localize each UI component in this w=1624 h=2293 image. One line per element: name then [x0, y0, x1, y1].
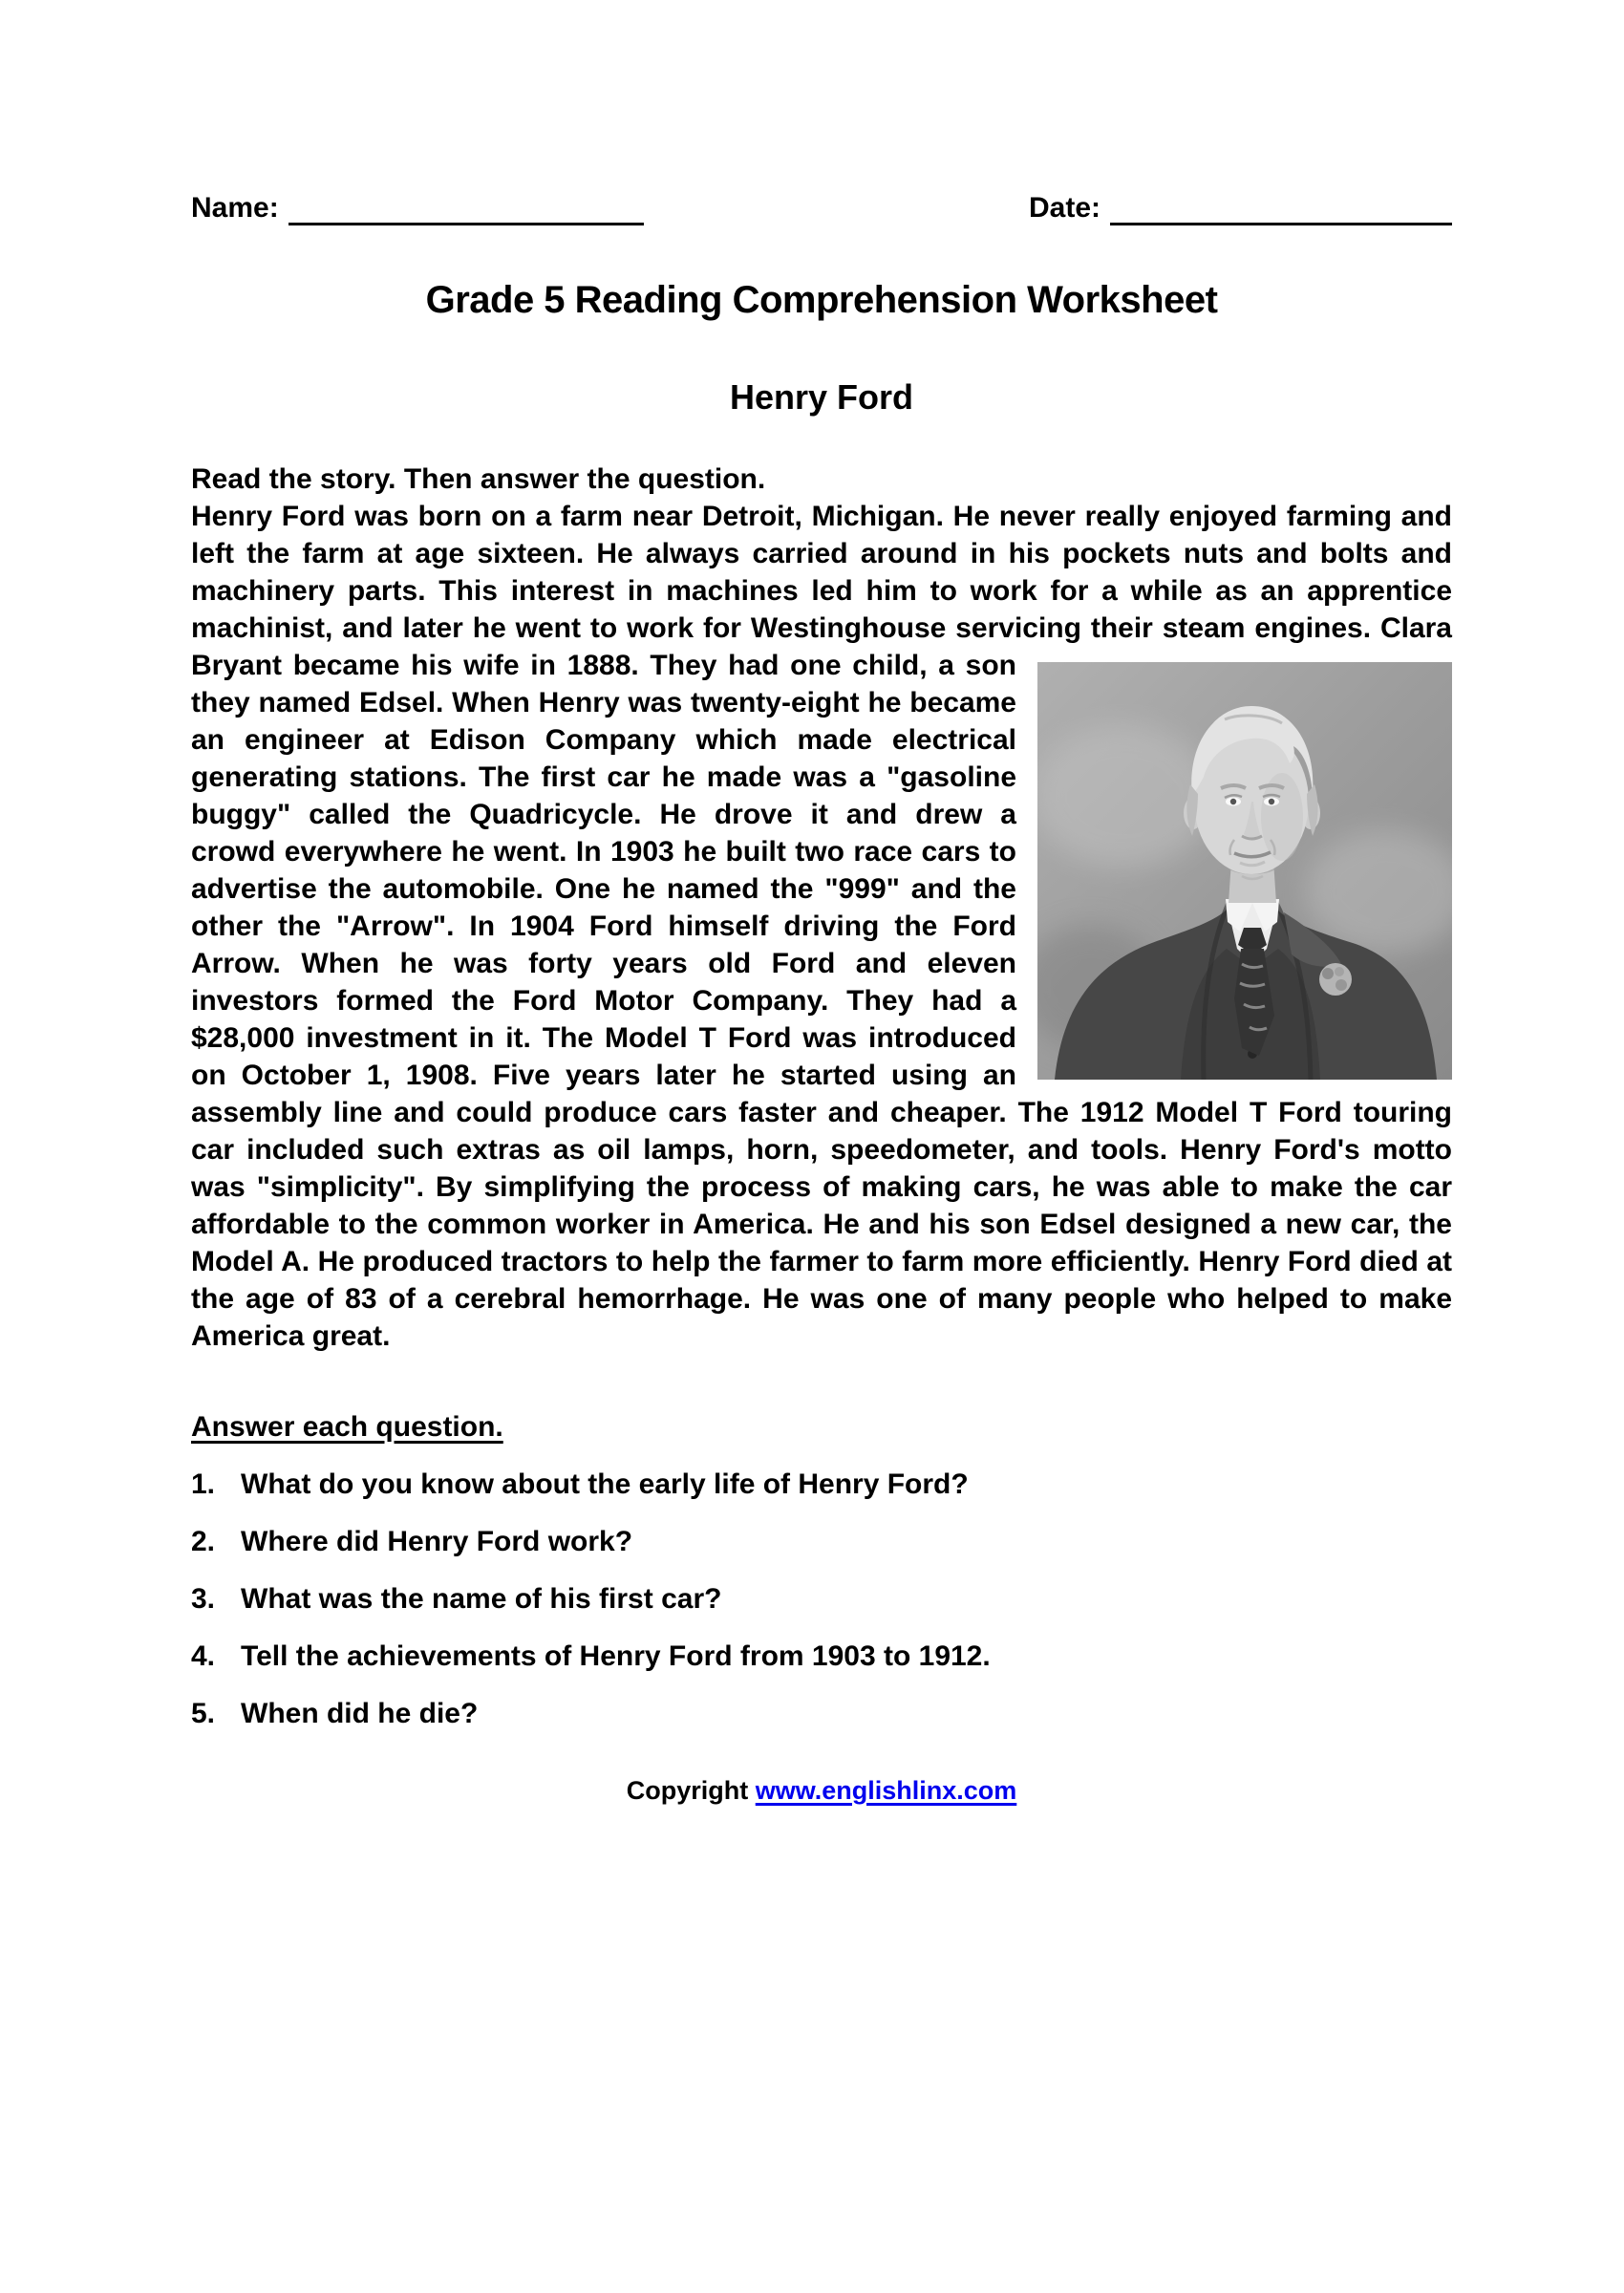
question-text: What do you know about the early life of Henry Ford? — [241, 1468, 969, 1500]
question-text: Tell the achievements of Henry Ford from 1903 to 1912. — [241, 1640, 991, 1672]
story-text: Henry Ford was born on a farm near Detroit, Michigan. He never really enjoyed farming and left the farm at age sixteen. He always carried around in his pockets nuts and bolts and machinery parts. This interest in machines led him to work for a while as an apprentice machinist, and later he went to work for Westinghouse servicing their steam engines. Clara Bryant became his wife in 1888. They had one child, a son they named Edsel. When Henry was twenty-eight he became an engineer at Edison Company which made electrical generating stations. The first car he made was a "gasoline buggy" called the Quadricycle. He drove it and drew a crowd everywhere he went. In 1903 he built two race cars to advertise the automobile. One he named the "999" and the other the "Arrow". In 1904 Ford himself driving the Ford Arrow. When he was forty years old Ford and eleven investors formed the Ford Motor Company. They had a $28,000 investment in it. The Model T Ford was introduced on October 1, 1908. Five years later he started using an assembly line and could produce cars faster and cheaper. The 1912 Model T Ford touring car included such extras as oil lamps, horn, speedometer, and tools. Henry Ford's motto was "simplicity". By simplifying the process of making cars, he was able to make the car affordable to the common worker in America. He and his son Edsel designed a new car, the Model A. He produced tractors to help the farmer to farm more efficiently. Henry Ford died at the age of 83 of a cerebral hemorrhage. He was one of many people who helped to make America great. — [191, 501, 1452, 1352]
footer — [191, 1774, 1452, 1807]
questions-list — [191, 1466, 1452, 1732]
question-number: 4. — [191, 1640, 216, 1672]
name-label: Name: — [191, 192, 279, 224]
story-paragraph — [191, 498, 1452, 1355]
question-item — [191, 1466, 1452, 1503]
henry-ford-portrait-drawing — [1037, 662, 1452, 1080]
question-item — [191, 1523, 1452, 1560]
question-number: 3. — [191, 1583, 216, 1615]
question-text: Where did Henry Ford work? — [241, 1526, 633, 1557]
date-field-line — [1110, 197, 1452, 225]
question-number: 1. — [191, 1468, 216, 1500]
question-number: 5. — [191, 1698, 216, 1729]
name-field — [191, 191, 644, 225]
worksheet-subtitle: Henry Ford — [729, 377, 914, 417]
question-item — [191, 1638, 1452, 1675]
page-title: Grade 5 Reading Comprehension Worksheet — [425, 279, 1218, 321]
worksheet-page — [0, 191, 1624, 2293]
henry-ford-portrait-image — [1037, 662, 1452, 1080]
instructions-text: Read the story. Then answer the question. — [191, 463, 766, 495]
question-text: When did he die? — [241, 1698, 479, 1729]
name-field-line — [288, 197, 644, 225]
question-item — [191, 1580, 1452, 1618]
copyright-link[interactable]: www.englishlinx.com — [755, 1776, 1017, 1805]
date-label: Date: — [1028, 192, 1100, 224]
question-number: 2. — [191, 1526, 216, 1557]
copyright-label: Copyright — [626, 1776, 749, 1805]
questions-heading: Answer each question. — [191, 1411, 503, 1443]
header-row — [191, 191, 1452, 225]
question-text: What was the name of his first car? — [241, 1583, 722, 1615]
question-item — [191, 1695, 1452, 1732]
date-field — [1029, 191, 1452, 225]
